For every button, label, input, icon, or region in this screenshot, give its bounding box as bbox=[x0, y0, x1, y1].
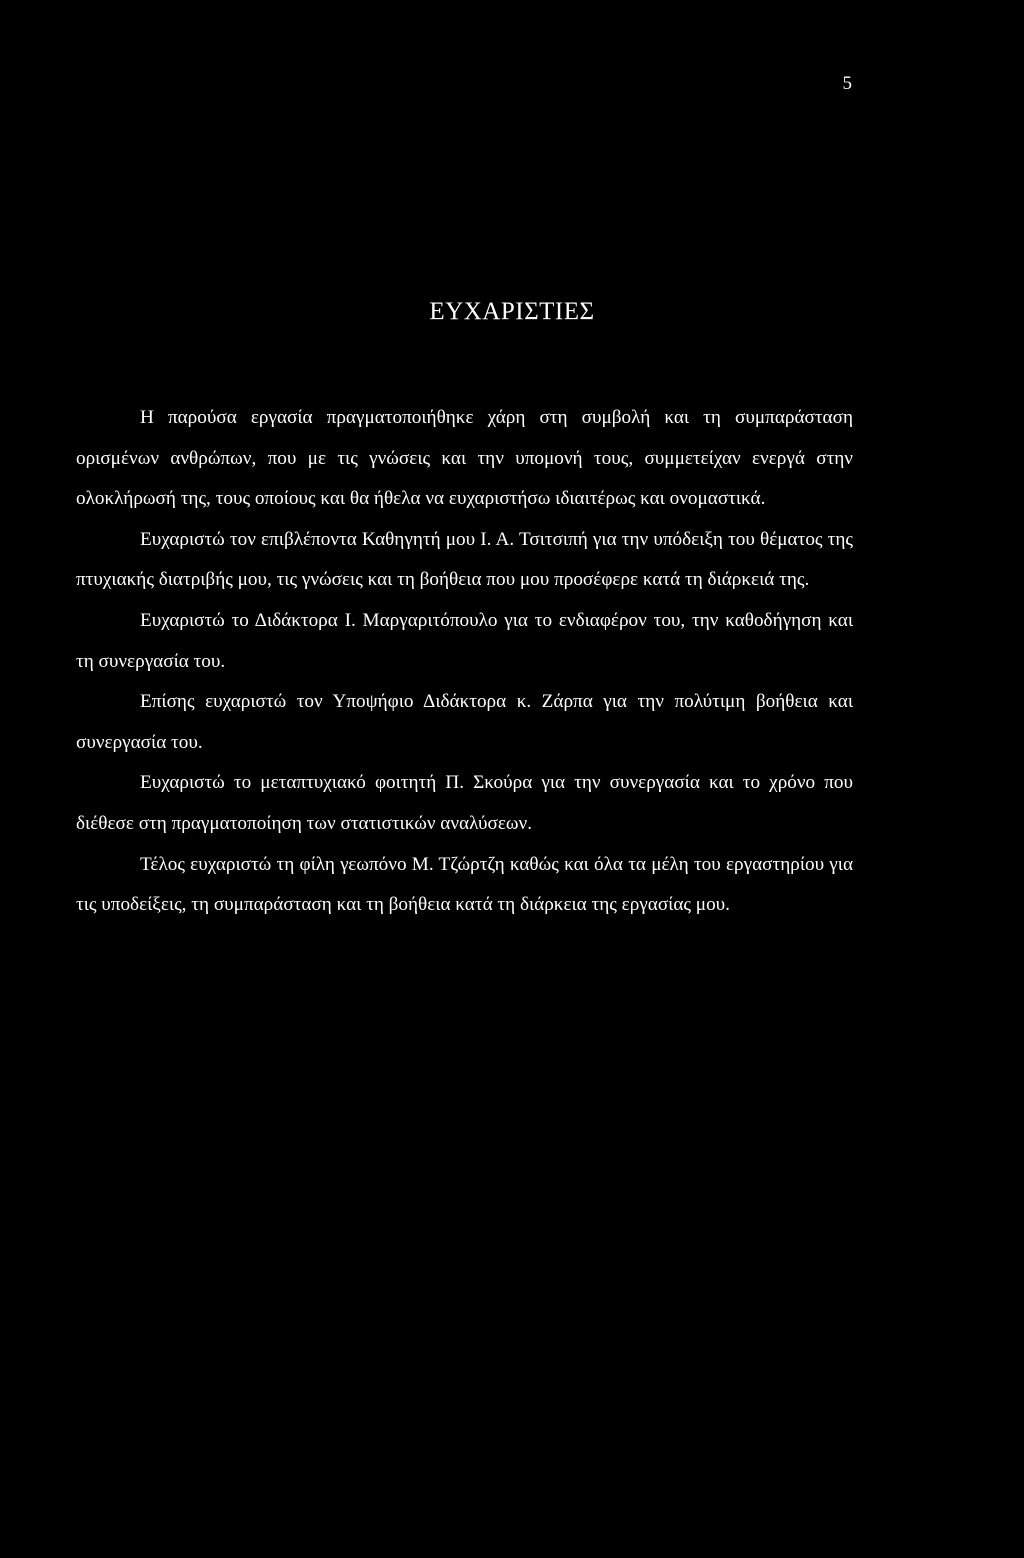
page-number: 5 bbox=[842, 73, 852, 94]
paragraph-closing: Τέλος ευχαριστώ τη φίλη γεωπόνο Μ. Τζώρτζη καθώς και όλα τα μέλη του εργαστηρίου για τις υποδείξεις, τη συμπαράσταση και τη βοήθεια κατά τη διάρκεια της εργασίας μου. bbox=[76, 853, 853, 916]
paragraph-candidate: Επίσης ευχαριστώ τον Υποψήφιο Διδάκτορα κ. Ζάρπα για την πολύτιμη βοήθεια και συνεργασία του. bbox=[76, 691, 853, 753]
paragraph-supervisor: Ευχαριστώ τον επιβλέποντα Καθηγητή μου Ι. Α. Τσιτσιπή για την υπόδειξη του θέματος της πτυχιακής διατριβής μου, τις γνώσεις και τη βοήθεια που μου προσέφερε κατά τη διάρκειά της. bbox=[76, 528, 853, 591]
acknowledgements-body bbox=[76, 398, 853, 926]
paragraph-intro: Η παρούσα εργασία πραγματοποιήθηκε χάρη στη συμβολή και τη συμπαράσταση ορισμένων ανθρώπων, που με τις γνώσεις και την υπομονή τους, συμμετείχαν ενεργά στην ολοκλήρωσή της, τους οποίους και θα ήθελα να ευχαριστήσω ιδιαιτέρως και ονομαστικά. bbox=[76, 407, 853, 510]
paragraph-student: Ευχαριστώ το μεταπτυχιακό φοιτητή Π. Σκούρα για την συνεργασία και το χρόνο που διέθεσε στη πραγματοποίηση των στατιστικών αναλύσεων. bbox=[76, 772, 853, 834]
paragraph-doctor: Ευχαριστώ το Διδάκτορα Ι. Μαργαριτόπουλο για το ενδιαφέρον του, την καθοδήγηση και τη συνεργασία του. bbox=[76, 609, 853, 672]
page-title: ΕΥΧΑΡΙΣΤΙΕΣ bbox=[429, 298, 595, 325]
